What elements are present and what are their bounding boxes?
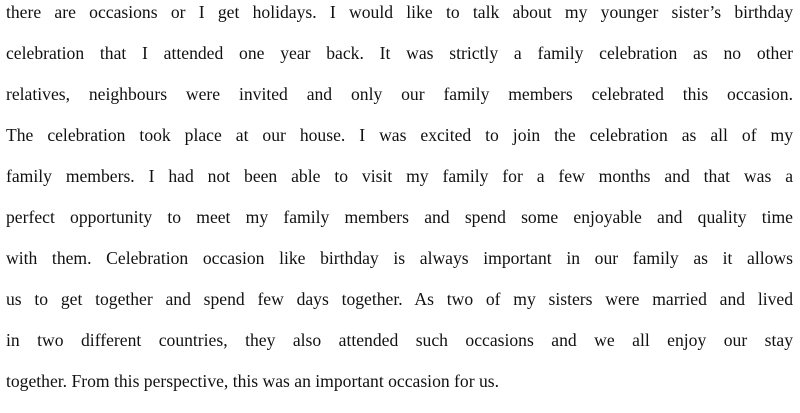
text-line: family members. I had not been able to visit my family for a few months and that was a xyxy=(6,166,793,186)
text-line: there are occasions or I get holidays. I would like to talk about my younger sister’s birthday xyxy=(6,2,793,22)
text-line: The celebration took place at our house. I was excited to join the celebration as all of my xyxy=(6,125,793,145)
text-line: celebration that I attended one year back. It was strictly a family celebration as no other xyxy=(6,43,793,63)
text-line: us to get together and spend few days together. As two of my sisters were married and lived xyxy=(6,289,793,309)
text-line: relatives, neighbours were invited and only our family members celebrated this occasion. xyxy=(6,84,793,104)
text-line: with them. Celebration occasion like birthday is always important in our family as it allows xyxy=(6,248,793,268)
text-line: perfect opportunity to meet my family members and spend some enjoyable and quality time xyxy=(6,207,793,227)
text-line-last: together. From this perspective, this was an important occasion for us. xyxy=(6,371,500,391)
text-line: in two different countries, they also attended such occasions and we all enjoy our stay xyxy=(6,330,793,350)
